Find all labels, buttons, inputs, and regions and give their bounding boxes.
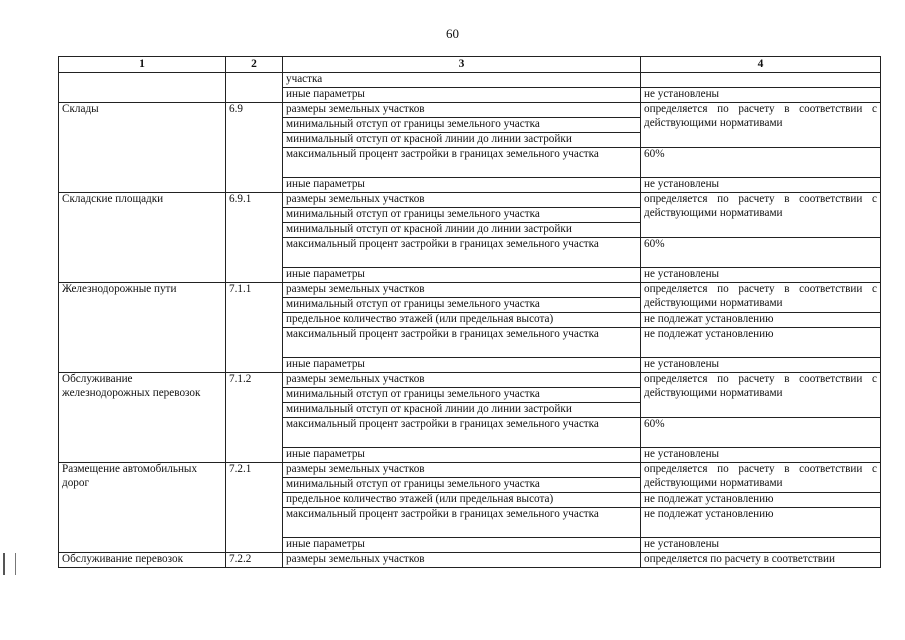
parameter-cell: размеры земельных участков <box>283 193 641 208</box>
parameter-value-cell: определяется по расчету в соответствии с действующими нормативами <box>641 283 881 313</box>
parameter-value-cell: не установлены <box>641 448 881 463</box>
parameter-value-cell: не подлежат установлению <box>641 313 881 328</box>
parameter-cell: минимальный отступ от границы земельного участка <box>283 208 641 223</box>
parameter-cell: минимальный отступ от красной линии до линии застройки <box>283 403 641 418</box>
parameter-cell: иные параметры <box>283 448 641 463</box>
header-col-4: 4 <box>641 57 881 73</box>
binding-margin-mark <box>3 553 16 575</box>
header-col-1: 1 <box>59 57 226 73</box>
parameter-cell: размеры земельных участков <box>283 283 641 298</box>
parameter-value-cell: определяется по расчету в соответствии с действующими нормативами <box>641 103 881 148</box>
parameter-value-cell: не установлены <box>641 178 881 193</box>
parameter-cell: максимальный процент застройки в границах земельного участка <box>283 418 641 448</box>
parameter-cell: иные параметры <box>283 268 641 283</box>
parameter-value-cell: 60% <box>641 148 881 178</box>
land-use-name-cell: Обслуживание перевозок <box>59 553 226 568</box>
parameter-cell: предельное количество этажей (или предельная высота) <box>283 313 641 328</box>
parameter-value-cell: не подлежат установлению <box>641 508 881 538</box>
parameter-value-cell: не установлены <box>641 268 881 283</box>
parameter-value-cell: определяется по расчету в соответствии <box>641 553 881 568</box>
parameter-value-cell <box>641 73 881 88</box>
parameter-cell: участка <box>283 73 641 88</box>
parameter-value-cell: не установлены <box>641 88 881 103</box>
header-row <box>59 57 881 73</box>
parameter-cell: размеры земельных участков <box>283 553 641 568</box>
table-body <box>59 73 881 568</box>
land-use-code-cell: 6.9.1 <box>226 193 283 283</box>
parameter-cell: размеры земельных участков <box>283 463 641 478</box>
parameter-value-cell: не установлены <box>641 358 881 373</box>
land-use-name-cell: Складские площадки <box>59 193 226 283</box>
zoning-parameters-table <box>58 56 881 568</box>
parameter-cell: минимальный отступ от границы земельного участка <box>283 388 641 403</box>
parameter-cell: иные параметры <box>283 88 641 103</box>
parameter-value-cell: 60% <box>641 238 881 268</box>
parameter-cell: максимальный процент застройки в границах земельного участка <box>283 508 641 538</box>
parameter-cell: минимальный отступ от границы земельного участка <box>283 118 641 133</box>
table-row <box>59 373 881 388</box>
parameter-value-cell: не подлежат установлению <box>641 328 881 358</box>
parameter-value-cell: определяется по расчету в соответствии с действующими нормативами <box>641 373 881 418</box>
header-col-3: 3 <box>283 57 641 73</box>
land-use-name-cell: Склады <box>59 103 226 193</box>
land-use-code-cell: 7.2.2 <box>226 553 283 568</box>
table-row <box>59 73 881 88</box>
land-use-code-cell: 7.2.1 <box>226 463 283 553</box>
parameter-cell: минимальный отступ от границы земельного участка <box>283 298 641 313</box>
parameter-value-cell: определяется по расчету в соответствии с действующими нормативами <box>641 193 881 238</box>
land-use-code-cell: 7.1.2 <box>226 373 283 463</box>
parameter-cell: иные параметры <box>283 538 641 553</box>
parameter-value-cell: 60% <box>641 418 881 448</box>
parameter-value-cell: не установлены <box>641 538 881 553</box>
table-row <box>59 463 881 478</box>
parameter-cell: максимальный процент застройки в границах земельного участка <box>283 328 641 358</box>
land-use-code-cell: 7.1.1 <box>226 283 283 373</box>
parameter-cell: размеры земельных участков <box>283 103 641 118</box>
table-row <box>59 553 881 568</box>
parameter-cell: иные параметры <box>283 358 641 373</box>
page-number: 60 <box>446 26 459 41</box>
land-use-name-cell: Обслуживание железнодорожных перевозок <box>59 373 226 463</box>
table-row <box>59 283 881 298</box>
table-row <box>59 193 881 208</box>
land-use-code-cell <box>226 73 283 103</box>
parameter-cell: предельное количество этажей (или предельная высота) <box>283 493 641 508</box>
parameter-cell: минимальный отступ от границы земельного участка <box>283 478 641 493</box>
land-use-name-cell: Размещение автомобильных дорог <box>59 463 226 553</box>
land-use-name-cell: Железнодорожные пути <box>59 283 226 373</box>
parameter-value-cell: определяется по расчету в соответствии с действующими нормативами <box>641 463 881 493</box>
table-row <box>59 103 881 118</box>
land-use-code-cell: 6.9 <box>226 103 283 193</box>
parameter-cell: минимальный отступ от красной линии до линии застройки <box>283 223 641 238</box>
parameter-cell: минимальный отступ от красной линии до линии застройки <box>283 133 641 148</box>
parameter-cell: иные параметры <box>283 178 641 193</box>
parameter-cell: максимальный процент застройки в границах земельного участка <box>283 148 641 178</box>
parameter-cell: размеры земельных участков <box>283 373 641 388</box>
parameter-value-cell: не подлежат установлению <box>641 493 881 508</box>
header-col-2: 2 <box>226 57 283 73</box>
parameter-cell: максимальный процент застройки в границах земельного участка <box>283 238 641 268</box>
land-use-name-cell <box>59 73 226 103</box>
